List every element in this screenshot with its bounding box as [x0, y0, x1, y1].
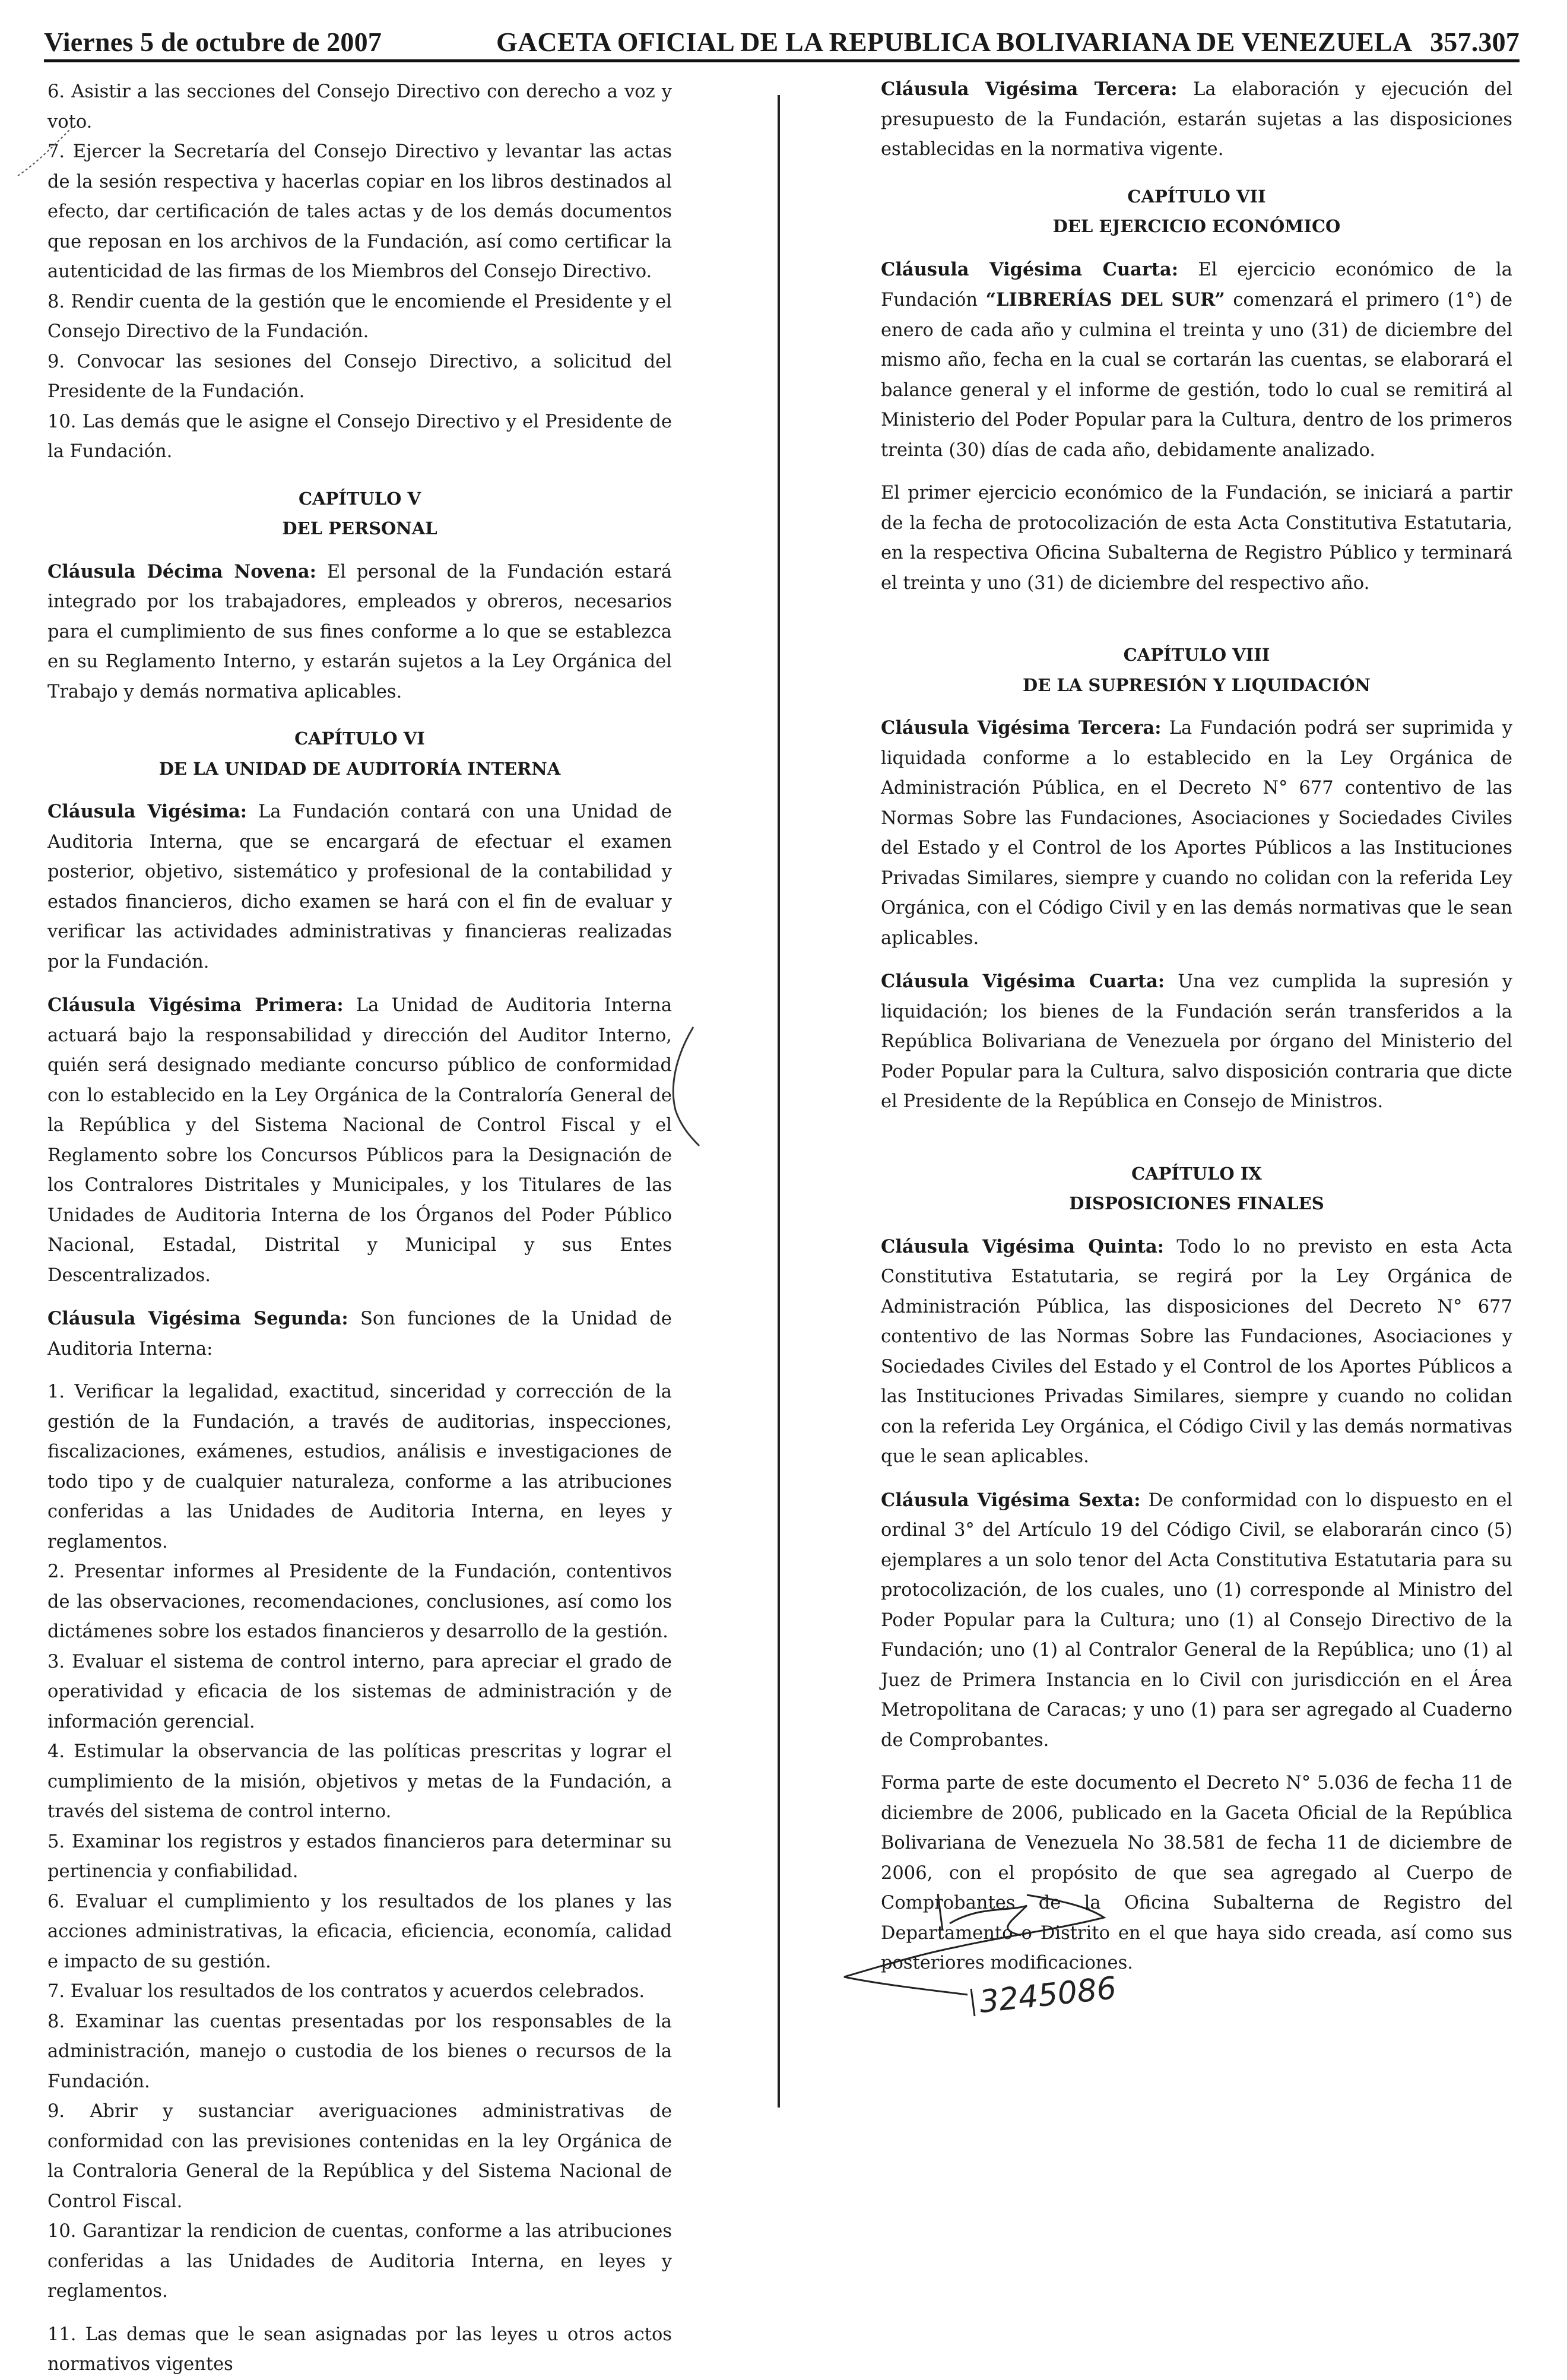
list-item: 9. Convocar las sesiones del Consejo Directivo, a solicitud del Presidente de la Fundación.: [47, 351, 672, 402]
list-item: 6. Asistir a las secciones del Consejo Directivo con derecho a voz y voto.: [47, 81, 672, 132]
list-item: 8. Examinar las cuentas presentadas por los responsables de la administración, manejo o custodia de los bienes o recursos de la Fundación.: [47, 2011, 672, 2092]
list-item: 8. Rendir cuenta de la gestión que le encomiende el Presidente y el Consejo Directivo de la Fundación.: [47, 291, 672, 342]
left-column: [47, 77, 672, 2380]
clause-paragraph: [881, 255, 1512, 466]
clause-paragraph: [881, 74, 1512, 165]
chapter-number: CAPÍTULO V: [298, 488, 421, 509]
chapter-title: DEL EJERCICIO ECONÓMICO: [1052, 216, 1341, 236]
chapter-number: CAPÍTULO VIII: [1123, 645, 1270, 665]
handwritten-signature: [831, 1888, 1163, 2042]
publication-title: GACETA OFICIAL DE LA REPUBLICA BOLIVARIANA DE VENEZUELA: [496, 27, 1413, 57]
list-item: 10. Las demás que le asigne el Consejo Directivo y el Presidente de la Fundación.: [47, 411, 672, 462]
clause-paragraph: [47, 990, 672, 1291]
chapter-title: DE LA SUPRESIÓN Y LIQUIDACIÓN: [1023, 674, 1371, 695]
clause-text: El personal de la Fundación estará integrado por los trabajadores, empleados y obreros, necesarios para el cumplimiento de sus fines conforme a lo que se establezca en su Reglamento Interno, y estarán sujetos a la Ley Orgánica del Trabajo y demás normativa aplicables.: [47, 561, 672, 702]
chapter-number: CAPÍTULO VI: [294, 728, 425, 749]
list-item: 4. Estimular la observancia de las políticas prescritas y lograr el cumplimiento de la misión, objetivos y metas de la Fundación, a través del sistema de control interno.: [47, 1741, 672, 1822]
closing-paragraph: Forma parte de este documento el Decreto N° 5.036 de fecha 11 de diciembre de 2006, publicado en la Gaceta Oficial de la República Bolivariana de Venezuela No 38.581 de fecha 11 de diciembre de 2006, con el propósito de que sea agregado al Cuerpo de Comprobantes de la Oficina Subalterna de Registro del Departamento o Distrito en el que haya sido creada, así como sus posteriores modificaciones.: [881, 1773, 1512, 1973]
clause-text: La Fundación podrá ser suprimida y liquidada conforme a lo establecido en la Ley Orgánica de Administración Pública, en el Decreto N° 677 contentivo de las Normas Sobre las Fundaciones, Asociaciones y Sociedades Civiles del Estado y el Control de los Aportes Públicos a las Instituciones Privadas Similares, siempre y cuando no colidan con la referida Ley Orgánica, con el Código Civil y en las demás normativas que le sean aplicables.: [881, 718, 1512, 949]
list-item: 6. Evaluar el cumplimiento y los resultados de los planes y las acciones administrativas, la eficacia, eficiencia, economía, calidad e impacto de su gestión.: [47, 1891, 672, 1972]
clause-paragraph: [47, 1304, 672, 1364]
foundation-name: “LIBRERÍAS DEL SUR”: [985, 289, 1225, 310]
clause-label: Cláusula Vigésima Tercera:: [881, 78, 1178, 100]
clause-text: Una vez cumplida la supresión y liquidación; los bienes de la Fundación serán transferidos a la República Bolivariana de Venezuela por órgano del Ministerio del Poder Popular para la Cultura, salvo disposición contraria que dicte el Presidente de la República en Consejo de Ministros.: [881, 971, 1512, 1112]
column-divider: [778, 95, 780, 2108]
clause-label: Cláusula Vigésima:: [47, 801, 248, 822]
header-rule: [44, 59, 1520, 62]
clause-label: Cláusula Vigésima Tercera:: [881, 717, 1162, 739]
paragraph: El primer ejercicio económico de la Fundación, se iniciará a partir de la fecha de protocolización de esta Acta Constitutiva Estatutaria, en la respectiva Oficina Subalterna de Registro Público y terminará el treinta y uno (31) de diciembre del respectivo año.: [881, 483, 1512, 594]
clause-paragraph: [47, 557, 672, 708]
clause-paragraph: [881, 1485, 1512, 1756]
chapter-number: CAPÍTULO IX: [1131, 1163, 1262, 1184]
clause-text: Son funciones de la Unidad de Auditoria Interna:: [47, 1308, 672, 1359]
chapter-title: DISPOSICIONES FINALES: [1069, 1193, 1324, 1213]
clause-text: Todo lo no previsto en esta Acta Constitutiva Estatutaria, se regirá por la Ley Orgánica de Administración Pública, las disposiciones del Decreto N° 677 contentivo de las Normas Sobre las Fundaciones, Asociaciones y Sociedades Civiles del Estado y el Control de los Aportes Públicos a las Instituciones Privadas Similares, siempre y cuando no colidan con la referida Ley Orgánica, el Código Civil y las demás normativas que le sean aplicables.: [881, 1236, 1512, 1467]
chapter-title: DEL PERSONAL: [282, 518, 437, 538]
clause-label: Cláusula Vigésima Segunda:: [47, 1308, 348, 1329]
clause-text: La Unidad de Auditoria Interna actuará bajo la responsabilidad y dirección del Auditor Interno, quién será designado mediante concurso público de conformidad con lo establecido en la Ley Orgánica de la Contraloría General de la República y del Sistema Nacional de Control Fiscal y el Reglamento sobre los Concursos Públicos para la Designación de los Contralores Distritales y Municipales, y los Titulares de las Unidades de Auditoria Interna de los Órganos del Poder Público Nacional, Estadal, Distrital y Municipal y sus Entes Descentralizados.: [47, 995, 673, 1286]
clause-paragraph: [881, 1232, 1512, 1472]
right-column: [881, 74, 1512, 1979]
clause-label: Cláusula Vigésima Primera:: [47, 994, 344, 1016]
list-item: 1. Verificar la legalidad, exactitud, sinceridad y corrección de la gestión de la Fundación, a través de auditorias, inspecciones, fiscalizaciones, exámenes, estudios, análisis e investigaciones de todo tipo y de cualquier naturaleza, conforme a las atribuciones conferidas a las Unidades de Auditoria Interna, en leyes y reglamentos.: [47, 1381, 672, 1552]
clause-text: La Fundación contará con una Unidad de Auditoria Interna, que se encargará de efectuar el examen posterior, objetivo, sistemático y profesional de la contabilidad y estados financieros, dicho examen se hará con el fin de evaluar y verificar las actividades administrativas y financieras realizadas por la Fundación.: [47, 801, 673, 972]
clause-text: comenzará el primero (1°) de enero de cada año y culmina el treinta y uno (31) de diciembre del mismo año, fecha en la cual se cortarán las cuentas, se elaborará el balance general y el informe de gestión, todo lo cual se remitirá al Ministerio del Poder Popular para la Cultura, dentro de los primeros treinta (30) días de cada año, debidamente analizado.: [881, 290, 1512, 461]
list-item: 7. Ejercer la Secretaría del Consejo Directivo y levantar las actas de la sesión respectiva y hacerlas copiar en los libros destinados al efecto, dar certificación de tales actas y de los demás documentos que reposan en los archivos de la Fundación, así como certificar la autenticidad de las firmas de los Miembros del Consejo Directivo.: [47, 141, 672, 282]
clause-paragraph: [881, 966, 1512, 1117]
clause-text: El ejercicio económico de la Fundación: [881, 259, 1512, 310]
list-item: 7. Evaluar los resultados de los contratos y acuerdos celebrados.: [47, 1981, 645, 2002]
list-item: 5. Examinar los registros y estados financieros para determinar su pertinencia y confiabilidad.: [47, 1831, 672, 1882]
clause-label: Cláusula Vigésima Sexta:: [881, 1489, 1141, 1511]
clause-paragraph: [47, 797, 672, 977]
issue-date: Viernes 5 de octubre de 2007: [44, 27, 382, 57]
clause-label: Cláusula Vigésima Quinta:: [881, 1235, 1165, 1257]
clause-label: Cláusula Vigésima Cuarta:: [881, 258, 1179, 280]
clause-label: Cláusula Vigésima Cuarta:: [881, 971, 1165, 992]
list-item: 11. Las demas que le sean asignadas por las leyes u otros actos normativos vigentes: [47, 2324, 672, 2375]
page-number: 357.307: [1430, 27, 1520, 57]
chapter-title: DE LA UNIDAD DE AUDITORÍA INTERNA: [158, 758, 561, 779]
clause-text: De conformidad con lo dispuesto en el ordinal 3° del Artículo 19 del Código Civil, se elaborarán cinco (5) ejemplares a un solo tenor del Acta Constitutiva Estatutaria para su protocolización, de los cuales, uno (1) corresponde al Ministro del Poder Popular para la Cultura; uno (1) al Consejo Directivo de la Fundación; uno (1) al Contralor General de la República; uno (1) al Juez de Primera Instancia en lo Civil con jurisdicción en el Área Metropolitana de Caracas; y uno (1) para ser agregado al Cuaderno de Comprobantes.: [881, 1490, 1513, 1751]
chapter-number: CAPÍTULO VII: [1127, 186, 1266, 207]
clause-label: Cláusula Décima Novena:: [47, 560, 316, 582]
clause-text: La elaboración y ejecución del presupuesto de la Fundación, estarán sujetas a las disposiciones establecidas en la normativa vigente.: [881, 79, 1512, 160]
scan-mark-icon: [12, 116, 83, 188]
list-item: 9. Abrir y sustanciar averiguaciones administrativas de conformidad con las previsiones contenidas en la ley Orgánica de la Contraloria General de la República y del Sistema Nacional de Control Fiscal.: [47, 2101, 672, 2212]
list-item: 2. Presentar informes al Presidente de la Fundación, contentivos de las observaciones, recomendaciones, conclusiones, así como los dictámenes sobre los estados financieros y desarrollo de la gestión.: [47, 1561, 672, 1642]
list-item: 3. Evaluar el sistema de control interno, para apreciar el grado de operatividad y eficacia de los sistemas de administración y de información gerencial.: [47, 1651, 672, 1732]
handwritten-number: 3245086: [978, 1970, 1118, 2020]
stamp-fragment-icon: [658, 1021, 705, 1152]
list-item: 10. Garantizar la rendicion de cuentas, conforme a las atribuciones conferidas a las Unidades de Auditoria Interna, en leyes y reglamentos.: [47, 2221, 672, 2302]
clause-paragraph: [881, 713, 1512, 953]
